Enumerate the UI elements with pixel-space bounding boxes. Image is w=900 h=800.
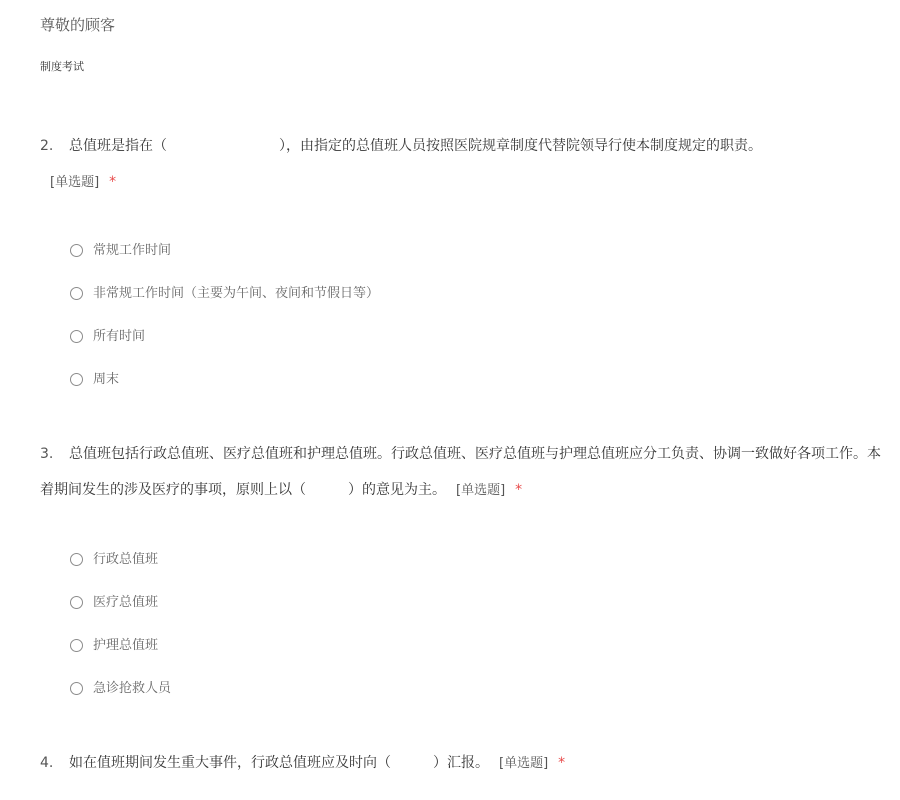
question-2: [40, 128, 892, 201]
question-text: 如在值班期间发生重大事件，行政总值班应及时向（ ）汇报。: [69, 755, 489, 771]
option-q3-4[interactable]: [70, 681, 171, 724]
radio-button[interactable]: [70, 553, 83, 566]
option-q2-2[interactable]: [70, 286, 379, 329]
option-label: 急诊抢救人员: [93, 681, 172, 696]
question-type-badge: [单选题]: [499, 756, 549, 771]
options-question-2: [70, 243, 379, 415]
option-q3-1[interactable]: [70, 552, 171, 595]
options-question-3: [70, 552, 171, 724]
required-mark: *: [558, 755, 566, 771]
option-label: 周末: [93, 372, 120, 387]
option-q3-2[interactable]: [70, 595, 171, 638]
radio-button[interactable]: [70, 596, 83, 609]
question-4: [40, 745, 892, 782]
required-mark: *: [515, 482, 523, 498]
option-label: 所有时间: [93, 329, 146, 344]
option-label: 护理总值班: [93, 638, 159, 653]
question-title: [40, 745, 892, 782]
option-label: 常规工作时间: [93, 243, 172, 258]
question-title: [40, 436, 892, 509]
question-number: 4.: [40, 755, 54, 771]
question-title: [40, 128, 892, 164]
question-type-badge: [单选题]: [456, 483, 506, 498]
question-number: 3.: [40, 446, 54, 462]
option-q2-3[interactable]: [70, 329, 379, 372]
greeting-text: 尊敬的顾客: [40, 16, 116, 34]
question-text: 总值班包括行政总值班、医疗总值班和护理总值班。行政总值班、医疗总值班与护理总值班应分工负责、协调一致做好各项工作。本着期间发生的涉及医疗的事项，原则上以（ ）的意见为主。: [40, 446, 881, 498]
question-type-badge: [单选题]: [50, 175, 100, 190]
required-mark: *: [109, 174, 117, 190]
radio-button[interactable]: [70, 373, 83, 386]
option-q3-3[interactable]: [70, 638, 171, 681]
radio-button[interactable]: [70, 639, 83, 652]
option-q2-1[interactable]: [70, 243, 379, 286]
radio-button[interactable]: [70, 330, 83, 343]
question-3: [40, 436, 892, 509]
survey-title: 制度考试: [40, 60, 84, 73]
question-text: 总值班是指在（ ），由指定的总值班人员按照医院规章制度代替院领导行使本制度规定的职责。: [69, 138, 762, 154]
option-label: 行政总值班: [93, 552, 159, 567]
option-q2-4[interactable]: [70, 372, 379, 415]
option-label: 医疗总值班: [93, 595, 159, 610]
radio-button[interactable]: [70, 682, 83, 695]
question-number: 2.: [40, 138, 54, 154]
option-label: 非常规工作时间（主要为午间、夜间和节假日等）: [93, 286, 380, 301]
question-type-row: [50, 164, 892, 201]
radio-button[interactable]: [70, 244, 83, 257]
radio-button[interactable]: [70, 287, 83, 300]
